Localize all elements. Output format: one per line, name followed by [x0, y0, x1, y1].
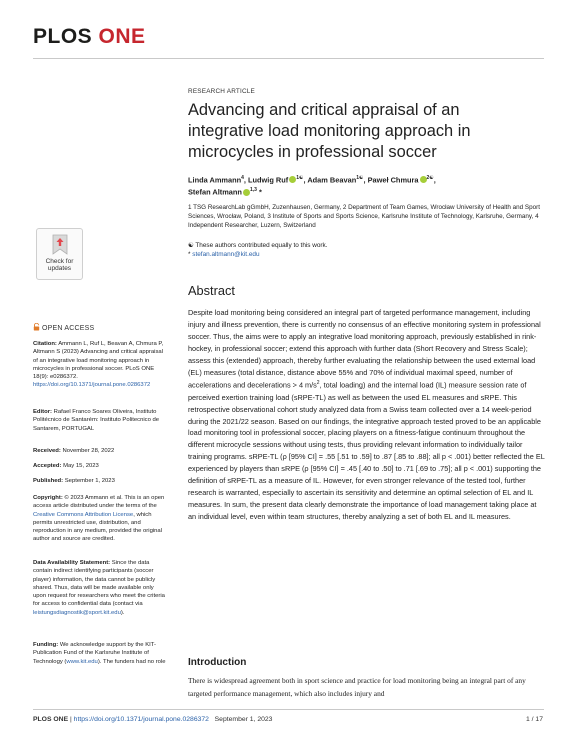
accepted-value: May 15, 2023 [63, 463, 99, 469]
abstract-text-a: Despite load monitoring being considered an integral part of targeted performance management, including injury and illness prevention, there is currently no consensus of an effective monitoring system in professional soccer. Thus, the aims were to apply an integrative load monitoring approach, previously established in rink-hockey, in professional soccer; extend this approach with further data (Short Recovery and Stress Scale); assess this (extended) approach, thereby further evaluating the relationship between the used external load (EL) measures (total distance, distance above 55% and 70% of individual maximal speed, number of accelerations and decelerations > 4 m/s [188, 308, 541, 390]
page-footer [33, 716, 272, 723]
badge-line2: updates [47, 265, 72, 273]
citation-block [33, 340, 167, 390]
footer-brand: PLOS ONE [33, 716, 69, 723]
citation-label: Citation: [33, 341, 57, 347]
open-access-label [33, 323, 94, 332]
journal-logo[interactable] [33, 25, 146, 49]
logo-plos: PLOS [33, 25, 93, 48]
copyright-text-b: , which permits unrestricted use, distribution, and reproduction in any medium, provided the original author and source are credited. [33, 511, 163, 543]
received-value: November 28, 2022 [62, 448, 115, 454]
badge-line1: Check for [45, 258, 74, 265]
citation-doi-link[interactable]: https://doi.org/10.1371/journal.pone.0286372 [33, 382, 151, 389]
equal-contribution-note: ☯ These authors contributed equally to this work. [188, 242, 328, 249]
abstract-heading: Abstract [188, 283, 235, 298]
abstract-text-b: , total loading) and the internal load (IL) measure session rate of perceived exertion training load (sRPE-TL) as well as between the used EL measures and sRPE. This retrospective observational cohort study analyzed data from a Swiss team collected over a 14 week-period during the 2021/22 season. Based on our findings, the integrative approach tested proved to be an applicable load monitoring tool in professional soccer, placing players on a fitness-fatigue continuum throughout the different microcycle sessions without using tests, thus providing relevant information to individually tailor training programs. sRPE-TL (ρ [95% CI] = .55 [.51 to .59] to .87 [.85 to .88]; all p < .001) better reflected the EL experienced by players than sRPE (ρ [95% CI] = .45 [.40 to .50] to .71 [.69 to .75]; all p < .001) supporting the definition of sRPE-TL as a measure of IL. However, for even stronger relevance of the tested tool, further research is warranted, especially to ascertain its sensitivity and determine an optimal selection of EL and IL measures. In sum, the present data clearly demonstrate the importance of load management taking place at an individual level, even within team structures, thereby analyzing a set of both EL and IL measures. [188, 380, 545, 521]
logo-one: ONE [98, 25, 146, 48]
funding-text-a: We acknowledge support by the KIT-Publication Fund of the Karlsruhe Institute of Technology ( [33, 642, 157, 665]
corresponding-email-note [188, 251, 260, 258]
corresponding-email-link[interactable]: stefan.altmann@kit.edu [192, 251, 260, 258]
article-type: RESEARCH ARTICLE [188, 88, 256, 95]
data-contact-link[interactable]: leistungsdiagnostik@sport.kit.edu [33, 609, 121, 616]
published-block [33, 477, 167, 485]
email-star: * [188, 251, 193, 258]
check-for-updates-badge[interactable] [36, 228, 83, 280]
license-link[interactable]: Creative Commons Attribution License [33, 511, 134, 518]
abstract-body [188, 307, 546, 523]
orcid-icon[interactable] [243, 189, 250, 196]
funding-block [33, 641, 167, 666]
published-label: Published: [33, 478, 64, 484]
page-number: 1 / 17 [525, 716, 543, 723]
open-access-text: OPEN ACCESS [42, 325, 95, 332]
accepted-block [33, 462, 167, 470]
received-label: Received: [33, 448, 61, 454]
funding-link[interactable]: www.kit.edu [66, 658, 98, 665]
author-altmann[interactable]: Stefan Altmann [188, 187, 242, 197]
editor-block [33, 408, 167, 433]
data-availability-text-a: Since the data contain indirect identifying participants (soccer player) information, the data cannot be publicly shared. Thus, data will be made available only upon request for researchers who meet the criteria for access to confidential data (contact via [33, 560, 165, 608]
data-availability-label: Data Availability Statement: [33, 560, 111, 566]
copyright-block [33, 494, 167, 544]
corresponding-star: * [256, 187, 262, 197]
introduction-body: There is widespread agreement both in sport science and practice for load monitoring being an integral part of any targeted performance management, which also includes injury and [188, 676, 526, 698]
bookmark-icon [51, 234, 69, 256]
accepted-label: Accepted: [33, 463, 62, 469]
author-altmann-affil: 1,3 [249, 187, 257, 194]
author-chmura-affil: 2☯ [426, 175, 434, 181]
header-divider [33, 58, 544, 59]
received-block [33, 447, 167, 455]
affiliations: 1 TSG ResearchLab gGmbH, Zuzenhausen, Germany, 2 Department of Team Games, Wrocław University of Health and Sport Sciences, Wrocław, Poland, 3 Institute of Sports and Sports Science, Karlsruhe Institute of Technology, Karlsruhe, Germany, 4 Independent Researcher, Luzern, Switzerland [188, 204, 540, 230]
footer-doi-link[interactable]: https://doi.org/10.1371/journal.pone.0286372 [73, 716, 209, 723]
funding-text-b: ). The funders had no role [97, 658, 166, 665]
author-beavan-affil: 1☯ [356, 175, 364, 181]
footer-separator: | [68, 716, 74, 723]
citation-text: Ammann L, Ruf L, Beavan A, Chmura P, Altmann S (2023) Advancing and critical appraisal of an integrative load monitoring approach in microcycles in professional soccer. PLoS ONE 18(9): e0286372. [33, 341, 164, 381]
funding-label: Funding: [33, 642, 59, 648]
footer-date: September 1, 2023 [214, 716, 273, 723]
data-availability-block [33, 559, 167, 617]
copyright-text-a: © 2023 Ammann et al. This is an open access article distributed under the terms of the [33, 495, 165, 510]
author-separator: , [433, 175, 436, 185]
introduction-heading: Introduction [188, 657, 247, 668]
author-ruf[interactable]: , Ludwig Ruf [243, 175, 289, 185]
editor-label: Editor: [33, 409, 52, 415]
published-value: September 1, 2023 [64, 478, 115, 484]
footer-divider [33, 709, 544, 710]
author-ammann[interactable]: Linda Ammann [188, 175, 242, 185]
editor-text: Rafael Franco Soares Oliveira, Instituto Politécnico de Santarém: Instituto Politecnico de Santarem, PORTUGAL [33, 409, 160, 432]
author-ammann-affil: 4 [241, 175, 244, 181]
open-lock-icon [33, 323, 40, 331]
article-title: Advancing and critical appraisal of an integrative load monitoring approach in microcycles in professional soccer [188, 101, 471, 161]
copyright-label: Copyright: [33, 495, 63, 501]
author-beavan[interactable]: , Adam Beavan [303, 175, 357, 185]
abstract-superscript: 2 [316, 380, 320, 387]
author-chmura[interactable]: , Paweł Chmura [363, 175, 419, 185]
data-availability-text-b: ). [120, 609, 125, 616]
author-ruf-affil: 1☯ [296, 175, 304, 181]
author-list [188, 173, 544, 198]
orcid-icon[interactable] [420, 176, 427, 183]
